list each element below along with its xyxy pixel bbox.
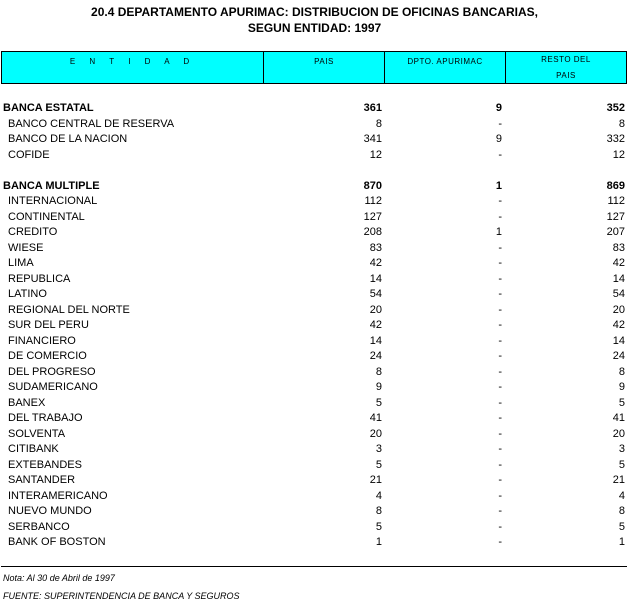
value-pais: 14 — [369, 334, 382, 347]
value-pais: 9 — [375, 381, 382, 393]
value-dpto: - — [498, 381, 502, 393]
table-row — [0, 365, 629, 381]
value-dpto: - — [498, 272, 502, 285]
value-pais: 5 — [375, 396, 382, 409]
entity-name: SANTANDER — [8, 474, 76, 486]
value-resto: 8 — [618, 505, 625, 517]
value-dpto: - — [498, 334, 502, 347]
value-resto: 83 — [612, 241, 625, 254]
value-resto: 14 — [612, 272, 625, 285]
header-resto-line2: PAIS — [556, 71, 576, 80]
table-row — [0, 396, 629, 412]
entity-name: DEL PROGRESO — [8, 365, 96, 378]
table-subtitle: SEGUN ENTIDAD: 1997 — [247, 21, 382, 35]
table-title: 20.4 DEPARTAMENTO APURIMAC: DISTRIBUCION DE OFICINAS BANCARIAS, — [91, 5, 538, 19]
value-pais: 54 — [369, 288, 382, 300]
value-dpto: - — [498, 505, 502, 517]
entity-name: BANK OF BOSTON — [8, 536, 106, 548]
value-resto: 5 — [618, 520, 625, 533]
entity-name: BANCA MULTIPLE — [3, 179, 100, 192]
value-resto: 8 — [618, 117, 625, 130]
value-resto: 8 — [618, 365, 625, 378]
value-resto: 14 — [612, 334, 625, 347]
value-resto: 869 — [606, 179, 625, 192]
value-dpto: 9 — [495, 133, 502, 145]
table-row — [0, 210, 629, 226]
value-resto: 112 — [607, 195, 625, 207]
value-resto: 207 — [606, 226, 625, 238]
header-dpto: DPTO. APURIMAC — [385, 52, 506, 83]
header-pais: PAIS — [264, 52, 385, 83]
table-row — [0, 287, 629, 303]
table-row — [0, 458, 629, 474]
value-pais: 127 — [363, 210, 382, 223]
entity-name: BANCA ESTATAL — [3, 102, 94, 114]
value-pais: 8 — [375, 505, 382, 517]
table-row — [0, 132, 629, 148]
entity-name: FINANCIERO — [8, 334, 76, 347]
value-dpto: - — [498, 319, 502, 331]
entity-name: INTERAMERICANO — [8, 489, 108, 502]
entity-name: LIMA — [8, 257, 34, 269]
value-dpto: - — [498, 195, 502, 207]
table-row — [0, 334, 629, 350]
table-row — [0, 303, 629, 319]
entity-name: COFIDE — [8, 148, 50, 161]
table-row — [0, 535, 629, 551]
value-resto: 12 — [612, 148, 625, 161]
value-resto: 5 — [618, 458, 625, 471]
value-pais: 341 — [363, 133, 382, 145]
entity-name: SUDAMERICANO — [8, 381, 98, 393]
value-resto: 41 — [612, 412, 625, 424]
footer-source: FUENTE: SUPERINTENDENCIA DE BANCA Y SEGUROS — [3, 591, 240, 601]
value-resto: 21 — [612, 474, 625, 486]
value-dpto: 1 — [495, 226, 502, 238]
value-pais: 41 — [369, 412, 382, 424]
value-dpto: - — [498, 474, 502, 486]
value-dpto: - — [498, 241, 502, 254]
entity-name: BANCO CENTRAL DE RESERVA — [8, 117, 175, 130]
table-row — [0, 349, 629, 365]
value-pais: 8 — [375, 117, 382, 130]
table-row — [0, 427, 629, 443]
value-dpto: 1 — [495, 179, 502, 192]
table-row — [0, 489, 629, 505]
value-dpto: - — [498, 303, 502, 316]
value-dpto: - — [498, 412, 502, 424]
value-dpto: - — [498, 288, 502, 300]
section-row — [0, 179, 629, 195]
value-pais: 5 — [375, 458, 382, 471]
value-pais: 870 — [363, 179, 382, 192]
entity-name: CONTINENTAL — [8, 210, 85, 223]
value-pais: 24 — [369, 350, 382, 362]
table-row — [0, 318, 629, 334]
value-dpto: - — [498, 536, 502, 548]
header-entidad: E N T I D A D — [2, 52, 264, 83]
value-pais: 361 — [363, 102, 382, 114]
table-row — [0, 504, 629, 520]
value-resto: 3 — [618, 443, 625, 455]
entity-name: NUEVO MUNDO — [8, 505, 92, 517]
table-row — [0, 442, 629, 458]
entity-name: SERBANCO — [8, 520, 70, 533]
table-header — [1, 51, 627, 84]
value-pais: 8 — [375, 365, 382, 378]
entity-name: INTERNACIONAL — [8, 195, 98, 207]
table-row — [0, 473, 629, 489]
header-resto — [506, 52, 626, 83]
entity-name: SUR DEL PERU — [8, 319, 89, 331]
table-row — [0, 411, 629, 427]
value-pais: 83 — [369, 241, 382, 254]
value-dpto: - — [498, 396, 502, 409]
value-pais: 20 — [369, 427, 382, 440]
value-resto: 127 — [606, 210, 625, 223]
table-row — [0, 148, 629, 164]
value-pais: 42 — [369, 319, 382, 331]
entity-name: WIESE — [8, 241, 44, 254]
value-dpto: - — [498, 365, 502, 378]
value-pais: 20 — [369, 303, 382, 316]
table-row — [0, 194, 629, 210]
value-dpto: 9 — [495, 102, 502, 114]
entity-name: DE COMERCIO — [8, 350, 87, 362]
value-pais: 5 — [375, 520, 382, 533]
value-dpto: - — [498, 443, 502, 455]
value-dpto: - — [498, 489, 502, 502]
value-dpto: - — [498, 350, 502, 362]
entity-name: EXTEBANDES — [8, 458, 82, 471]
value-pais: 12 — [369, 148, 382, 161]
value-resto: 42 — [612, 257, 625, 269]
value-resto: 54 — [612, 288, 625, 300]
entity-name: CITIBANK — [8, 443, 59, 455]
value-pais: 208 — [363, 226, 382, 238]
table-row — [0, 225, 629, 241]
value-resto: 1 — [618, 536, 625, 548]
value-resto: 332 — [606, 133, 625, 145]
table-row — [0, 117, 629, 133]
value-dpto: - — [498, 427, 502, 440]
value-resto: 24 — [612, 350, 625, 362]
entity-name: LATINO — [8, 288, 47, 300]
entity-name: REGIONAL DEL NORTE — [8, 303, 130, 316]
value-resto: 20 — [612, 427, 625, 440]
table-row — [0, 241, 629, 257]
spacer-row — [0, 163, 629, 179]
table-body — [0, 101, 629, 551]
entity-name: BANCO DE LA NACION — [8, 133, 128, 145]
entity-name: DEL TRABAJO — [8, 412, 83, 424]
entity-name: REPUBLICA — [8, 272, 71, 285]
value-resto: 20 — [612, 303, 625, 316]
value-dpto: - — [498, 257, 502, 269]
value-pais: 112 — [364, 195, 382, 207]
footer-note: Nota: Al 30 de Abril de 1997 — [3, 573, 115, 583]
value-pais: 14 — [369, 272, 382, 285]
table-row — [0, 380, 629, 396]
value-pais: 1 — [375, 536, 382, 548]
entity-name: BANEX — [8, 396, 46, 409]
header-resto-line1: RESTO DEL — [541, 55, 591, 64]
value-resto: 352 — [606, 102, 625, 114]
table-row — [0, 256, 629, 272]
value-resto: 4 — [618, 489, 625, 502]
footer-divider — [1, 566, 627, 567]
value-resto: 42 — [612, 319, 625, 331]
table-row — [0, 272, 629, 288]
value-pais: 21 — [369, 474, 382, 486]
section-row — [0, 101, 629, 117]
entity-name: SOLVENTA — [8, 427, 66, 440]
value-pais: 4 — [375, 489, 382, 502]
value-resto: 5 — [618, 396, 625, 409]
value-dpto: - — [498, 458, 502, 471]
value-resto: 9 — [618, 381, 625, 393]
value-pais: 3 — [375, 443, 382, 455]
value-pais: 42 — [369, 257, 382, 269]
value-dpto: - — [498, 148, 502, 161]
value-dpto: - — [498, 117, 502, 130]
value-dpto: - — [498, 210, 502, 223]
table-row — [0, 520, 629, 536]
value-dpto: - — [498, 520, 502, 533]
entity-name: CREDITO — [8, 226, 58, 238]
